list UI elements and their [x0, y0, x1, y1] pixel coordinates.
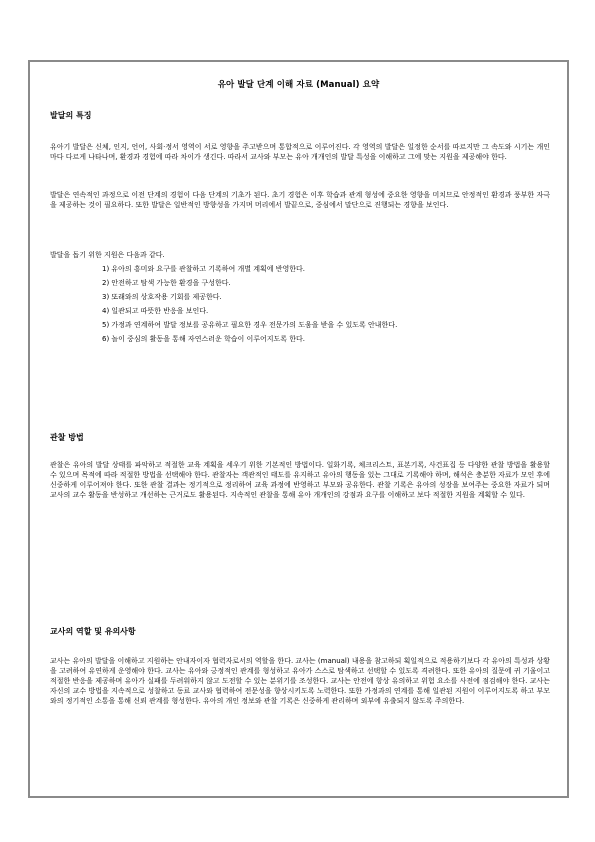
- document-page: [28, 60, 569, 798]
- document-title: 유아 발달 단계 이해 자료 (Manual) 요약: [217, 80, 380, 90]
- support-list: [50, 250, 550, 348]
- section-heading-observation: 관찰 방법: [50, 433, 84, 442]
- list-item: 4) 일관되고 따뜻한 반응을 보인다.: [102, 307, 209, 315]
- support-list-intro: 발달을 돕기 위한 지원은 다음과 같다.: [50, 251, 165, 259]
- development-paragraph-1: 유아기 발달은 신체, 인지, 언어, 사회·정서 영역이 서로 영향을 주고받으며 통합적으로 이루어진다. 각 영역의 발달은 일정한 순서를 따르지만 그 속도와 시기는 개인마다 다르게 나타나며, 환경과 경험에 따라 차이가 생긴다. 따라서 교사와 부모는 유아 개개인의 발달 특성을 이해하고 그에 맞는 지원을 제공해야 한다.: [50, 143, 550, 161]
- list-item: 6) 놀이 중심의 활동을 통해 자연스러운 학습이 이루어지도록 한다.: [102, 335, 306, 343]
- list-item: 1) 유아의 흥미와 요구를 관찰하고 기록하여 개별 계획에 반영한다.: [102, 265, 306, 273]
- teacher-role-paragraph: 교사는 유아의 발달을 이해하고 지원하는 안내자이자 협력자로서의 역할을 한다. 교사는 (manual) 내용을 참고하되 획일적으로 적용하기보다 각 유아의 특성과 상황을 고려하여 유연하게 운영해야 한다. 교사는 유아와 긍정적인 관계를 형성하고 유아가 스스로 탐색하고 선택할 수 있도록 격려한다. 또한 유아의 질문에 귀 기울이고 적절한 반응을 제공하며 유아가 실패를 두려워하지 않고 도전할 수 있는 분위기를 조성한다. 교사는 안전에 항상 유의하고 위험 요소를 사전에 점검해야 한다. 교사는 자신의 교수 방법을 지속적으로 성찰하고 동료 교사와 협력하여 전문성을 향상시키도록 노력한다. 또한 가정과의 연계를 통해 일관된 지원이 이루어지도록 하고 부모와의 정기적인 소통을 통해 신뢰 관계를 형성한다. 유아의 개인 정보와 관찰 기록은 신중하게 관리하며 외부에 유출되지 않도록 주의한다.: [50, 657, 550, 705]
- development-paragraph-2: 발달은 연속적인 과정으로 이전 단계의 경험이 다음 단계의 기초가 된다. 초기 경험은 이후 학습과 관계 형성에 중요한 영향을 미치므로 안정적인 환경과 풍부한 자극을 제공하는 것이 필요하다. 또한 발달은 일반적인 방향성을 가지며 머리에서 발끝으로, 중심에서 말단으로 진행되는 경향을 보인다.: [50, 191, 550, 209]
- observation-paragraph: 관찰은 유아의 발달 상태를 파악하고 적절한 교육 계획을 세우기 위한 기본적인 방법이다. 일화기록, 체크리스트, 표본기록, 사건표집 등 다양한 관찰 방법을 활용할 수 있으며 목적에 따라 적절한 방법을 선택해야 한다. 관찰자는 객관적인 태도를 유지하고 유아의 행동을 있는 그대로 기록해야 하며, 해석은 충분한 자료가 모인 후에 신중하게 이루어져야 한다. 또한 관찰 결과는 정기적으로 정리하여 교육 과정에 반영하고 부모와 공유한다. 관찰 기록은 유아의 성장을 보여주는 중요한 자료가 되며 교사의 교수 활동을 반성하고 개선하는 근거로도 활용된다. 지속적인 관찰을 통해 유아 개개인의 강점과 요구를 이해하고 보다 적절한 지원을 계획할 수 있다.: [50, 461, 550, 499]
- list-item: 3) 또래와의 상호작용 기회를 제공한다.: [102, 293, 222, 301]
- list-item: 5) 가정과 연계하여 발달 정보를 공유하고 필요한 경우 전문가의 도움을 받을 수 있도록 안내한다.: [102, 321, 398, 329]
- list-item: 2) 안전하고 탐색 가능한 환경을 구성한다.: [102, 279, 231, 287]
- section-heading-teacher-role: 교사의 역할 및 유의사항: [50, 627, 136, 636]
- section-heading-development: 발달의 특징: [50, 111, 92, 120]
